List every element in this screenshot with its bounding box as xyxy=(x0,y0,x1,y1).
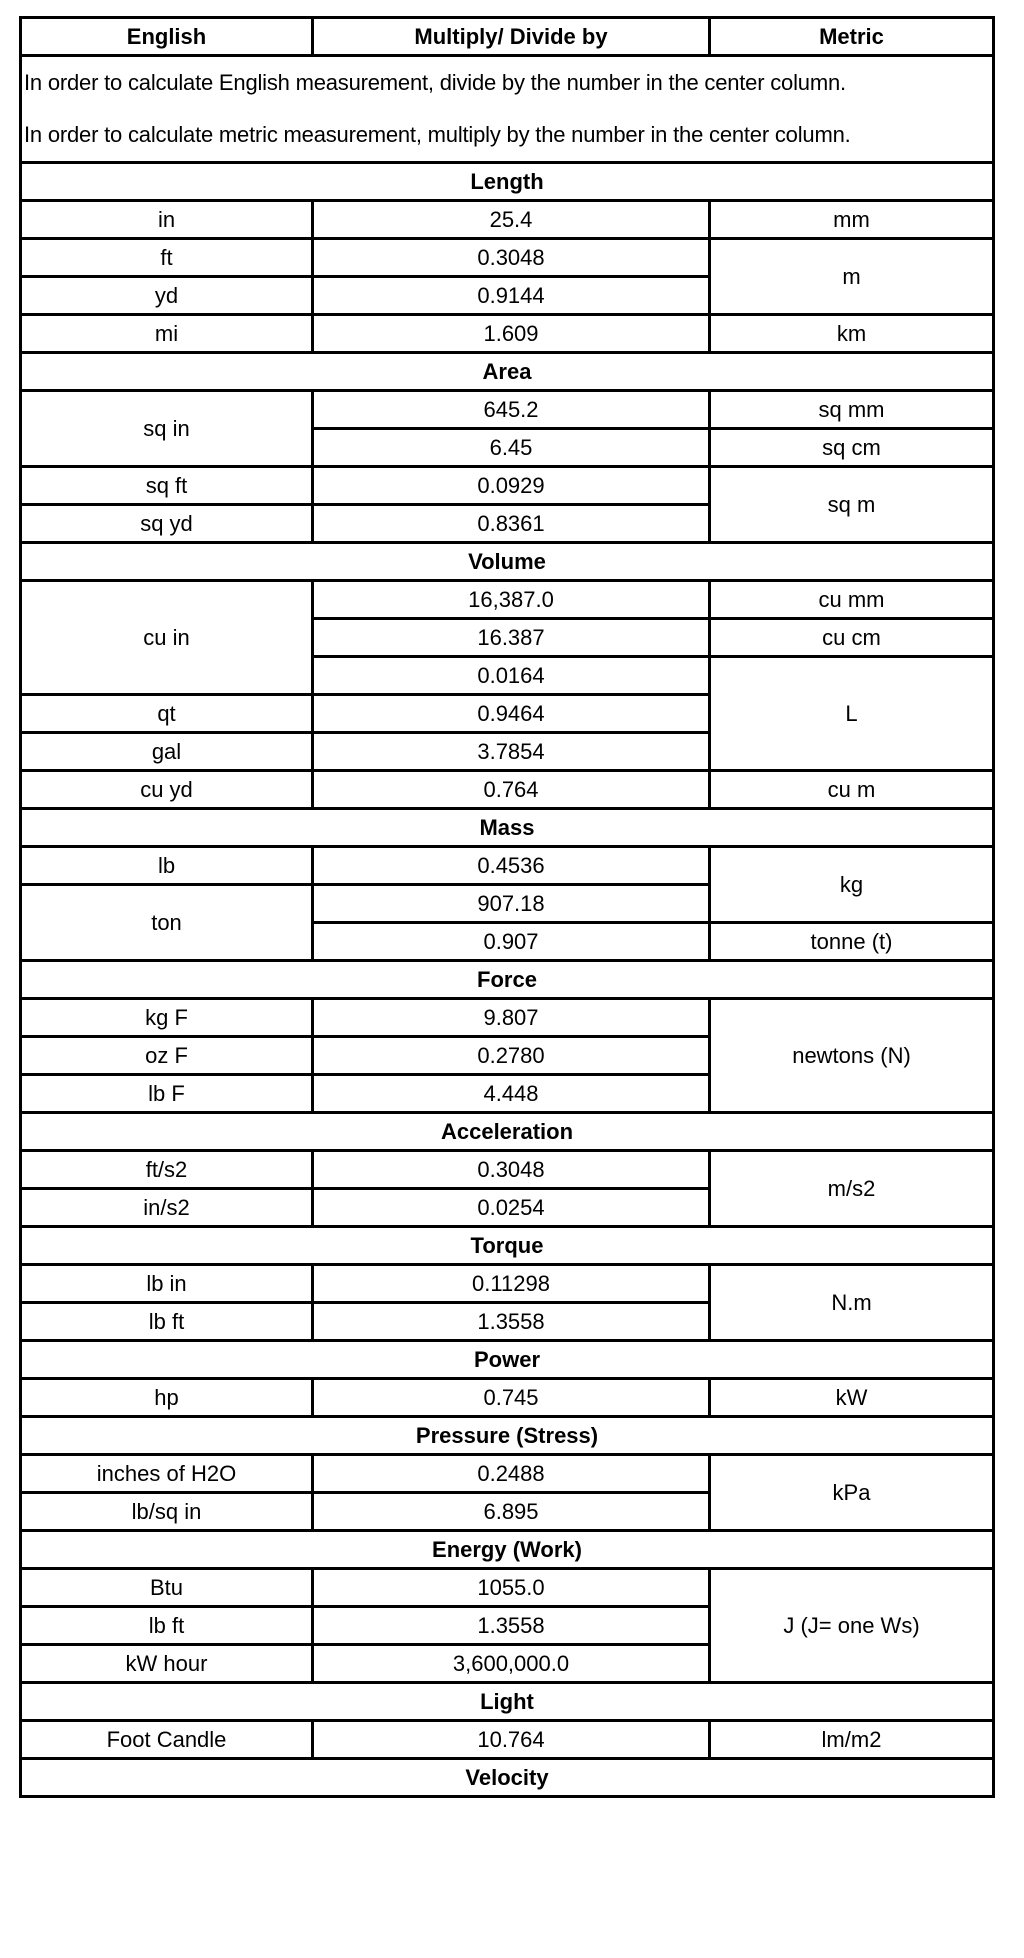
header-english: English xyxy=(21,18,313,56)
conversion-factor: 3.7854 xyxy=(313,733,710,771)
conversion-table xyxy=(19,16,995,1798)
table-row xyxy=(21,1721,994,1759)
instruction-spacer xyxy=(24,98,990,120)
english-unit: lb ft xyxy=(21,1303,313,1341)
section-pressure: Pressure (Stress) xyxy=(21,1417,994,1455)
section-row xyxy=(21,961,994,999)
metric-unit: kW xyxy=(710,1379,994,1417)
header-row xyxy=(21,18,994,56)
table-row xyxy=(21,581,994,619)
table-row xyxy=(21,239,994,277)
table-row xyxy=(21,847,994,885)
conversion-factor: 0.907 xyxy=(313,923,710,961)
english-unit: sq ft xyxy=(21,467,313,505)
metric-unit: sq cm xyxy=(710,429,994,467)
english-unit: lb F xyxy=(21,1075,313,1113)
section-row xyxy=(21,163,994,201)
section-row xyxy=(21,353,994,391)
section-volume: Volume xyxy=(21,543,994,581)
table-row xyxy=(21,315,994,353)
section-light: Light xyxy=(21,1683,994,1721)
english-unit: qt xyxy=(21,695,313,733)
english-unit: Btu xyxy=(21,1569,313,1607)
section-force: Force xyxy=(21,961,994,999)
section-row xyxy=(21,1683,994,1721)
conversion-factor: 6.895 xyxy=(313,1493,710,1531)
conversion-factor: 16,387.0 xyxy=(313,581,710,619)
section-row xyxy=(21,1341,994,1379)
table-row xyxy=(21,771,994,809)
metric-unit: m xyxy=(710,239,994,315)
english-unit: lb ft xyxy=(21,1607,313,1645)
conversion-factor: 0.3048 xyxy=(313,239,710,277)
table-row xyxy=(21,1151,994,1189)
metric-unit: newtons (N) xyxy=(710,999,994,1113)
section-row xyxy=(21,1417,994,1455)
metric-unit: cu mm xyxy=(710,581,994,619)
conversion-factor: 0.0254 xyxy=(313,1189,710,1227)
conversion-factor: 0.745 xyxy=(313,1379,710,1417)
english-unit: inches of H2O xyxy=(21,1455,313,1493)
table-row xyxy=(21,1455,994,1493)
conversion-factor: 9.807 xyxy=(313,999,710,1037)
section-power: Power xyxy=(21,1341,994,1379)
table-row xyxy=(21,201,994,239)
english-unit: Foot Candle xyxy=(21,1721,313,1759)
section-row xyxy=(21,1759,994,1797)
instructions-cell xyxy=(21,56,994,163)
metric-unit: sq mm xyxy=(710,391,994,429)
table-row xyxy=(21,1379,994,1417)
section-row xyxy=(21,1113,994,1151)
english-unit: in xyxy=(21,201,313,239)
conversion-factor: 1.3558 xyxy=(313,1607,710,1645)
table-row xyxy=(21,391,994,429)
english-unit: oz F xyxy=(21,1037,313,1075)
conversion-factor: 0.9144 xyxy=(313,277,710,315)
conversion-factor: 0.4536 xyxy=(313,847,710,885)
header-metric: Metric xyxy=(710,18,994,56)
conversion-factor: 0.11298 xyxy=(313,1265,710,1303)
english-unit: kg F xyxy=(21,999,313,1037)
english-unit: hp xyxy=(21,1379,313,1417)
metric-unit: m/s2 xyxy=(710,1151,994,1227)
conversion-factor: 0.0929 xyxy=(313,467,710,505)
section-row xyxy=(21,1227,994,1265)
english-unit: cu yd xyxy=(21,771,313,809)
table-row xyxy=(21,999,994,1037)
section-velocity: Velocity xyxy=(21,1759,994,1797)
section-row xyxy=(21,809,994,847)
section-area: Area xyxy=(21,353,994,391)
conversion-factor: 645.2 xyxy=(313,391,710,429)
instruction-metric: In order to calculate metric measurement, multiply by the number in the center column. xyxy=(24,122,851,147)
metric-unit: mm xyxy=(710,201,994,239)
section-row xyxy=(21,1531,994,1569)
english-unit: ton xyxy=(21,885,313,961)
conversion-factor: 907.18 xyxy=(313,885,710,923)
english-unit: lb/sq in xyxy=(21,1493,313,1531)
conversion-factor: 3,600,000.0 xyxy=(313,1645,710,1683)
conversion-factor: 16.387 xyxy=(313,619,710,657)
conversion-factor: 1.3558 xyxy=(313,1303,710,1341)
metric-unit: lm/m2 xyxy=(710,1721,994,1759)
section-torque: Torque xyxy=(21,1227,994,1265)
section-mass: Mass xyxy=(21,809,994,847)
conversion-factor: 10.764 xyxy=(313,1721,710,1759)
conversion-factor: 0.2488 xyxy=(313,1455,710,1493)
instructions-row xyxy=(21,56,994,163)
english-unit: kW hour xyxy=(21,1645,313,1683)
conversion-factor: 0.2780 xyxy=(313,1037,710,1075)
english-unit: in/s2 xyxy=(21,1189,313,1227)
english-unit: mi xyxy=(21,315,313,353)
english-unit: ft/s2 xyxy=(21,1151,313,1189)
metric-unit: km xyxy=(710,315,994,353)
metric-unit: J (J= one Ws) xyxy=(710,1569,994,1683)
english-unit: lb xyxy=(21,847,313,885)
section-row xyxy=(21,543,994,581)
conversion-factor: 0.9464 xyxy=(313,695,710,733)
instruction-english: In order to calculate English measurement, divide by the number in the center column. xyxy=(24,70,846,95)
conversion-factor: 0.0164 xyxy=(313,657,710,695)
section-acceleration: Acceleration xyxy=(21,1113,994,1151)
metric-unit: sq m xyxy=(710,467,994,543)
conversion-factor: 0.764 xyxy=(313,771,710,809)
english-unit: gal xyxy=(21,733,313,771)
conversion-factor: 1.609 xyxy=(313,315,710,353)
header-factor: Multiply/ Divide by xyxy=(313,18,710,56)
english-unit: lb in xyxy=(21,1265,313,1303)
metric-unit: L xyxy=(710,657,994,771)
metric-unit: N.m xyxy=(710,1265,994,1341)
conversion-factor: 0.8361 xyxy=(313,505,710,543)
conversion-factor: 6.45 xyxy=(313,429,710,467)
table-row xyxy=(21,1265,994,1303)
english-unit: cu in xyxy=(21,581,313,695)
section-length: Length xyxy=(21,163,994,201)
english-unit: ft xyxy=(21,239,313,277)
conversion-factor: 1055.0 xyxy=(313,1569,710,1607)
section-energy: Energy (Work) xyxy=(21,1531,994,1569)
table-row xyxy=(21,1569,994,1607)
conversion-factor: 0.3048 xyxy=(313,1151,710,1189)
conversion-factor: 4.448 xyxy=(313,1075,710,1113)
conversion-factor: 25.4 xyxy=(313,201,710,239)
metric-unit: kg xyxy=(710,847,994,923)
english-unit: sq yd xyxy=(21,505,313,543)
metric-unit: tonne (t) xyxy=(710,923,994,961)
metric-unit: cu cm xyxy=(710,619,994,657)
metric-unit: kPa xyxy=(710,1455,994,1531)
metric-unit: cu m xyxy=(710,771,994,809)
table-row xyxy=(21,467,994,505)
english-unit: sq in xyxy=(21,391,313,467)
english-unit: yd xyxy=(21,277,313,315)
